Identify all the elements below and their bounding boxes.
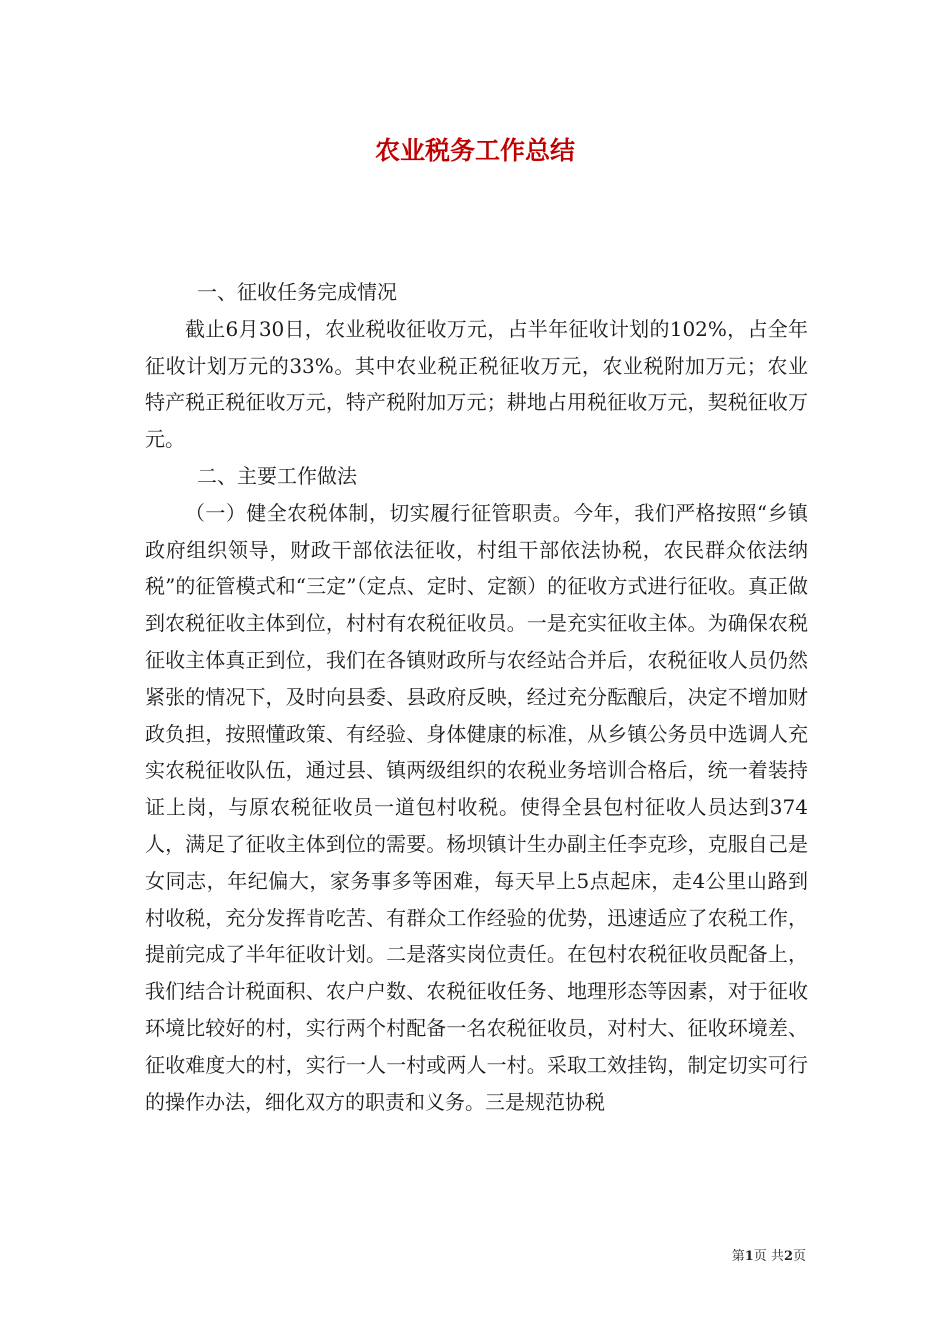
section-heading: 二、主要工作做法	[197, 463, 357, 488]
page-footer	[732, 1248, 806, 1266]
footer-middle: 页 共	[753, 1249, 784, 1264]
footer-prefix: 第	[731, 1249, 745, 1264]
footer-suffix: 页	[792, 1249, 806, 1264]
body-paragraph: （一）健全农税体制，切实履行征管职责。今年，我们严格按照“乡镇政府组织领导，财政干部依法征收，村组干部依法协税，农民群众依法纳税”的征管模式和“三定”（定点、定时、定额）的征收方式进行征收。真正做到农税征收主体到位，村村有农税征收员。一是充实征收主体。为确保农税征收主体真正到位，我们在各镇财政所与农经站合并后，农税征收人员仍然紧张的情况下，及时向县委、县政府反映，经过充分酝酿后，决定不增加财政负担，按照懂政策、有经验、身体健康的标准，从乡镇公务员中选调人充实农税征收队伍，通过县、镇两级组织的农税业务培训合格后，统一着装持证上岗，与原农税征收员一道包村收税。使得全县包村征收人员达到374人，满足了征收主体到位的需要。杨坝镇计生办副主任李克珍，克服自己是女同志，年纪偏大，家务事多等困难，每天早上5点起床，走4公里山路到村收税，充分发挥肯吃苦、有群众工作经验的优势，迅速适应了农税工作，提前完成了半年征收计划。二是落实岗位责任。在包村农税征收员配备上，我们结合计税面积、农户户数、农税征收任务、地理形态等因素，对于征收环境比较好的村，实行两个村配备一名农税征收员，对村大、征收环境差、征收难度大的村，实行一人一村或两人一村。采取工效挂钩，制定切实可行的操作办法，细化双方的职责和义务。三是规范协税	[145, 500, 808, 1114]
document-title: 农业税务工作总结	[374, 136, 575, 165]
current-page-number: 1	[744, 1249, 754, 1264]
document-body	[145, 274, 808, 1120]
body-paragraph: 截止6月30日，农业税收征收万元，占半年征收计划的102%，占全年征收计划万元的33%。其中农业税正税征收万元，农业税附加万元；农业特产税正税征收万元，特产税附加万元；耕地占用税征收万元，契税征收万元。	[145, 316, 808, 452]
section-heading: 一、征收任务完成情况	[197, 280, 397, 304]
total-pages-number: 2	[783, 1249, 793, 1264]
